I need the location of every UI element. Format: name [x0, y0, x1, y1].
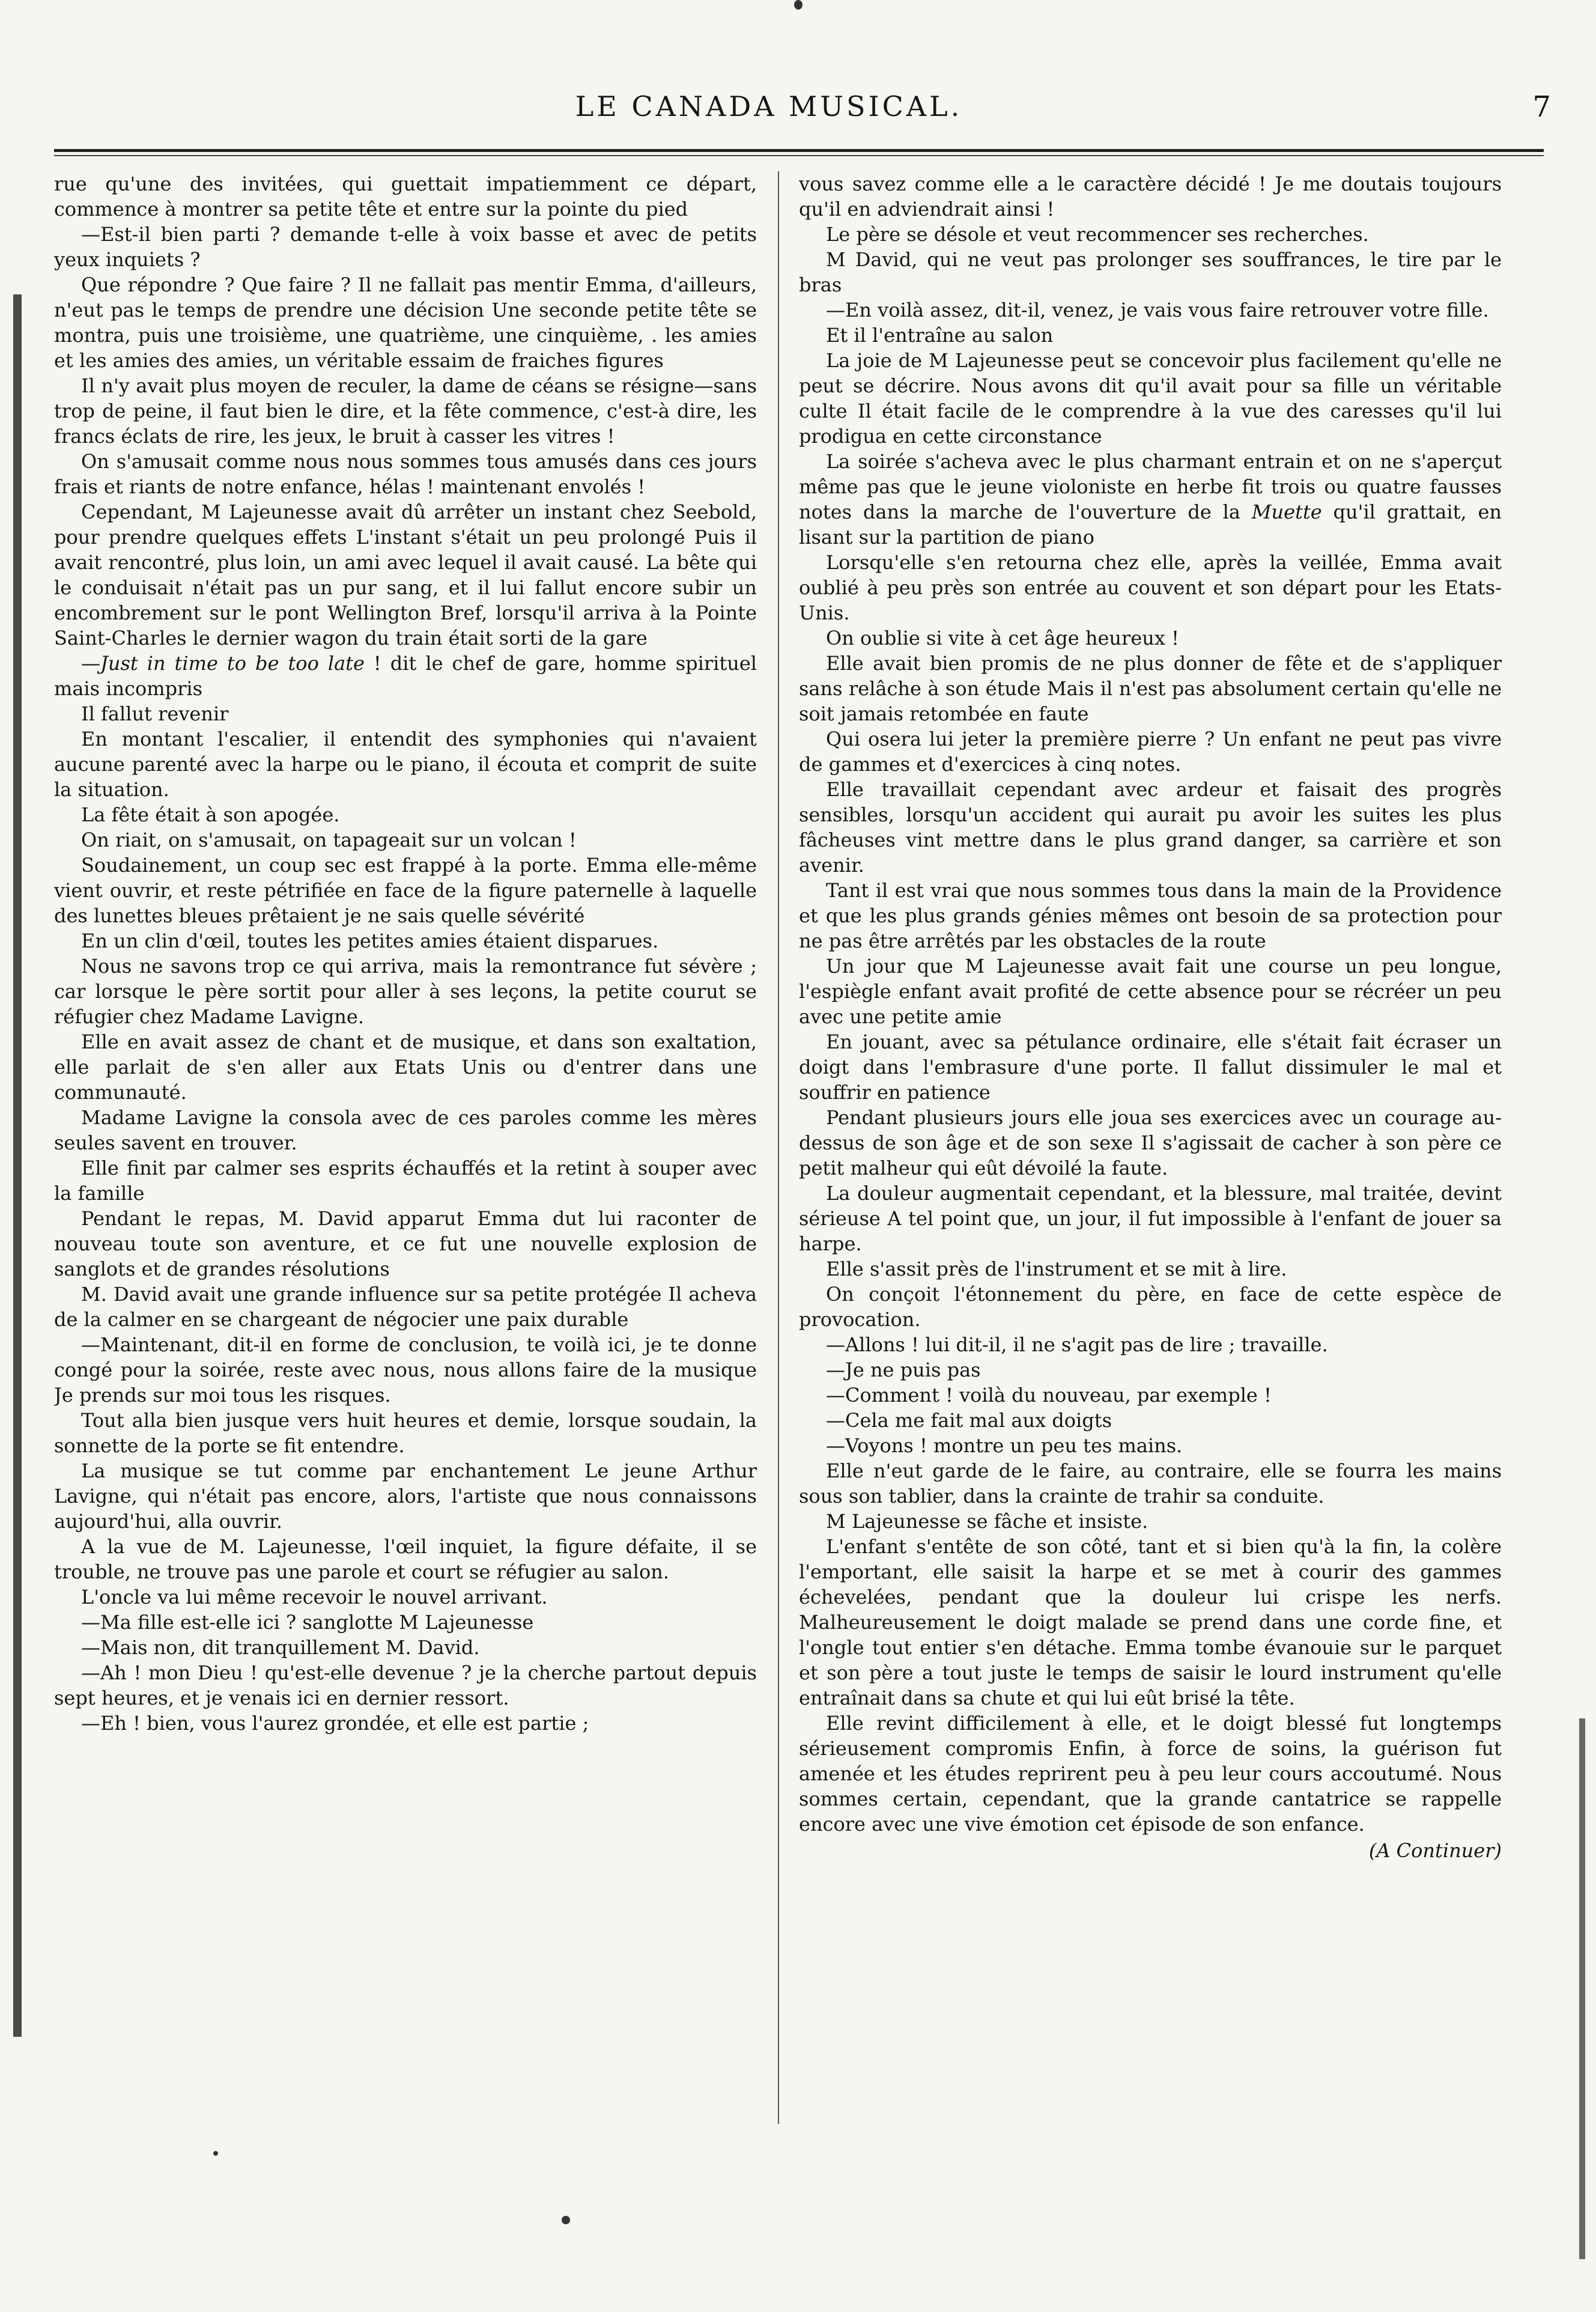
- paragraph: M Lajeunesse se fâche et insiste.: [826, 1510, 1148, 1533]
- paragraph: Elle finit par calmer ses esprits échauffés et la retint à souper avec la famille: [54, 1157, 757, 1205]
- paragraph: L'oncle va lui même recevoir le nouvel arrivant.: [81, 1586, 548, 1608]
- paragraph: La joie de M Lajeunesse peut se concevoir plus facilement qu'elle ne peut se décrire. Nous avons dit qu'il avait pour sa fille un véritable culte Il était facile de le comprendre à la vue des caresses qu'il lui prodigua en cette circonstance: [799, 349, 1502, 448]
- paragraph: Nous ne savons trop ce qui arriva, mais la remontrance fut sévère ; car lorsque le père sortit pour aller à ses leçons, la petite courut se réfugier chez Madame Lavigne.: [54, 955, 757, 1028]
- right-column: [799, 171, 1502, 2136]
- paragraph: —Est-il bien parti ? demande t-elle à voix basse et avec de petits yeux inquiets ?: [54, 223, 757, 271]
- paragraph: La fête était à son apogée.: [81, 803, 340, 826]
- paragraph: —Ah ! mon Dieu ! qu'est-elle devenue ? je la cherche partout depuis sept heures, et je venais ici en dernier ressort.: [54, 1661, 757, 1709]
- paragraph: Lorsqu'elle s'en retourna chez elle, après la veillée, Emma avait oublié à peu près son entrée au couvent et son départ pour les Etats-Unis.: [799, 551, 1502, 624]
- scan-edge-right: [1579, 1718, 1585, 2259]
- page-number: 7: [1532, 90, 1551, 124]
- paragraph: Il fallut revenir: [81, 702, 229, 725]
- paragraph: La douleur augmentait cependant, et la blessure, mal traitée, devint sérieuse A tel point que, un jour, il fut impossible à l'enfant de jouer sa harpe.: [799, 1182, 1502, 1255]
- paragraph: On oublie si vite à cet âge heureux !: [826, 627, 1179, 649]
- paragraph: rue qu'une des invitées, qui guettait impatiemment ce départ, commence à montrer sa petite tête et entre sur la pointe du pied: [54, 172, 757, 221]
- paragraph: Le père se désole et veut recommencer ses recherches.: [826, 223, 1369, 246]
- paragraph: —Maintenant, dit-il en forme de conclusion, te voilà ici, je te donne congé pour la soirée, reste avec nous, nous allons faire de la musique Je prends sur moi tous les risques.: [54, 1333, 757, 1407]
- paragraph-muette: La soirée s'acheva avec le plus charmant entrain et on ne s'aperçut même pas que le jeune violoniste en herbe fit trois ou quatre fausses notes dans la marche de l'ouverture de la Muette qu'il grattait, en lisant sur la partition de piano: [799, 450, 1502, 549]
- paragraph: Et il l'entraîne au salon: [826, 324, 1054, 347]
- paragraph: Pendant plusieurs jours elle joua ses exercices avec un courage au-dessus de son âge et de son sexe Il s'agissait de cacher à son père ce petit malheur qui eût dévoilé la faute.: [799, 1106, 1502, 1179]
- paragraph: Que répondre ? Que faire ? Il ne fallait pas mentir Emma, d'ailleurs, n'eut pas le temps de prendre une décision Une seconde petite tête se montra, puis une troisième, une quatrième, une cinquième, . les amies et les amies des amies, un véritable essaim de fraiches figures: [54, 273, 757, 372]
- paragraph: M. David avait une grande influence sur sa petite protégée Il acheva de la calmer en se chargeant de négocier une paix durable: [54, 1283, 757, 1331]
- paragraph: Un jour que M Lajeunesse avait fait une course un peu longue, l'espiègle enfant avait profité de cette absence pour se récréer un peu avec une petite amie: [799, 955, 1502, 1028]
- paragraph: —Allons ! lui dit-il, il ne s'agit pas de lire ; travaille.: [826, 1333, 1328, 1356]
- paragraph: Tout alla bien jusque vers huit heures et demie, lorsque soudain, la sonnette de la porte se fit entendre.: [54, 1409, 757, 1457]
- left-column: [54, 171, 757, 2136]
- scan-edge-left: [13, 294, 22, 2037]
- paragraph: Elle en avait assez de chant et de musique, et dans son exaltation, elle parlait de s'en aller aux Etats Unis ou d'entrer dans une communauté.: [54, 1030, 757, 1104]
- paragraph: Elle revint difficilement à elle, et le doigt blessé fut longtemps sérieusement compromis Enfin, à force de soins, la guérison fut amenée et les études reprirent peu à peu leur cours accoutumé. Nous sommes certain, cependant, que la grande cantatrice se rappelle encore avec une vive émotion cet épisode de son enfance.: [799, 1712, 1502, 1836]
- paragraph: —Cela me fait mal aux doigts: [826, 1409, 1112, 1432]
- paragraph: —Mais non, dit tranquillement M. David.: [81, 1636, 480, 1659]
- paragraph: —En voilà assez, dit-il, venez, je vais vous faire retrouver votre fille.: [826, 299, 1489, 321]
- paragraph: On s'amusait comme nous nous sommes tous amusés dans ces jours frais et riants de notre enfance, hélas ! maintenant envolés !: [54, 450, 757, 498]
- english-quote: Just in time to be too late: [100, 652, 365, 675]
- paragraph: —Ma fille est-elle ici ? sanglotte M Lajeunesse: [81, 1611, 534, 1634]
- paragraph-quote: —Just in time to be too late ! dit le chef de gare, homme spirituel mais incompris: [54, 652, 757, 700]
- paragraph: Elle n'eut garde de le faire, au contraire, elle se fourra les mains sous son tablier, dans la crainte de trahir sa conduite.: [799, 1459, 1502, 1507]
- paragraph: —Je ne puis pas: [826, 1358, 981, 1381]
- scan-speck: [794, 0, 803, 10]
- to-be-continued: (A Continuer): [1368, 1839, 1502, 1862]
- scan-speck: [213, 2151, 218, 2156]
- column-divider: [778, 171, 779, 2124]
- paragraph: Il n'y avait plus moyen de reculer, la dame de céans se résigne—sans trop de peine, il faut bien le dire, et la fête commence, c'est-à dire, les francs éclats de rire, les jeux, le bruit à casser les vitres !: [54, 374, 757, 448]
- paragraph: Elle s'assit près de l'instrument et se mit à lire.: [826, 1258, 1287, 1280]
- running-title: LE CANADA MUSICAL.: [575, 90, 963, 123]
- scan-speck: [562, 2216, 570, 2224]
- paragraph: —Eh ! bien, vous l'aurez grondée, et elle est partie ;: [81, 1712, 589, 1735]
- paragraph: Elle travaillait cependant avec ardeur et faisait des progrès sensibles, lorsqu'un accident qui aurait pu avoir les suites les plus fâcheuses vint mettre dans le plus grand danger, sa carrière et son avenir.: [799, 778, 1502, 877]
- paragraph: M David, qui ne veut pas prolonger ses souffrances, le tire par le bras: [799, 248, 1502, 296]
- paragraph: —Voyons ! montre un peu tes mains.: [826, 1434, 1183, 1457]
- paragraph: Pendant le repas, M. David apparut Emma dut lui raconter de nouveau toute son aventure, et ce fut une nouvelle explosion de sanglots et de grandes résolutions: [54, 1207, 757, 1280]
- header-rule: [54, 149, 1544, 152]
- paragraph: La musique se tut comme par enchantement Le jeune Arthur Lavigne, qui n'était pas encore, alors, l'artiste que nous connaissons aujourd'hui, alla ouvrir.: [54, 1459, 757, 1533]
- paragraph: On conçoit l'étonnement du père, en face de cette espèce de provocation.: [799, 1283, 1502, 1331]
- paragraph: L'enfant s'entête de son côté, tant et si bien qu'à la fin, la colère l'emportant, elle saisit la harpe et se met à courir des gammes échevelées, pendant que la douleur lui crispe les nerfs. Malheureusement le doigt malade se prend dans une corde fine, et l'ongle tout entier s'en détache. Emma tombe évanouie sur le parquet et son père a tout juste le temps de saisir le lourd instrument qu'elle entraînait dans sa chute et qui lui eût brisé la tête.: [799, 1535, 1502, 1709]
- paragraph: A la vue de M. Lajeunesse, l'œil inquiet, la figure défaite, il se trouble, ne trouve pas une parole et court se réfugier au salon.: [54, 1535, 757, 1583]
- paragraph: Soudainement, un coup sec est frappé à la porte. Emma elle-même vient ouvrir, et reste pétrifiée en face de la figure paternelle à laquelle des lunettes bleues prêtaient je ne sais quelle sévérité: [54, 854, 757, 927]
- paragraph: On riait, on s'amusait, on tapageait sur un volcan !: [81, 829, 577, 851]
- paragraph: vous savez comme elle a le caractère décidé ! Je me doutais toujours qu'il en adviendrait ainsi !: [799, 172, 1502, 221]
- paragraph: Madame Lavigne la consola avec de ces paroles comme les mères seules savent en trouver.: [54, 1106, 757, 1154]
- paragraph: En un clin d'œil, toutes les petites amies étaient disparues.: [81, 929, 659, 952]
- paragraph: Qui osera lui jeter la première pierre ? Un enfant ne peut pas vivre de gammes et d'exercices à cinq notes.: [799, 728, 1502, 776]
- paragraph: En jouant, avec sa pétulance ordinaire, elle s'était fait écraser un doigt dans l'embrasure d'une porte. Il fallut dissimuler le mal et souffrir en patience: [799, 1030, 1502, 1104]
- paragraph: Tant il est vrai que nous sommes tous dans la main de la Providence et que les plus grands génies mêmes ont besoin de sa protection pour ne pas être arrêtés par les obstacles de la route: [799, 879, 1502, 952]
- paragraph: En montant l'escalier, il entendit des symphonies qui n'avaient aucune parenté avec la harpe ou le piano, il écouta et comprit de suite la situation.: [54, 728, 757, 801]
- paragraph: Cependant, M Lajeunesse avait dû arrêter un instant chez Seebold, pour prendre quelques effets L'instant s'était un peu prolongé Puis il avait rencontré, plus loin, un ami avec lequel il avait causé. La bête qui le conduisait n'était pas un pur sang, et il lui fallut encore subir un encombrement sur le pont Wellington Bref, lorsqu'il arriva à la Pointe Saint-Charles le dernier wagon du train était sorti de la gare: [54, 500, 757, 649]
- opera-title: Muette: [1251, 500, 1322, 523]
- header-rule-thin: [54, 155, 1544, 156]
- page-header: [0, 90, 1596, 132]
- paragraph: Elle avait bien promis de ne plus donner de fête et de s'appliquer sans relâche à son étude Mais il n'est pas absolument certain qu'elle ne soit jamais retombée en faute: [799, 652, 1502, 725]
- paragraph: —Comment ! voilà du nouveau, par exemple !: [826, 1384, 1272, 1407]
